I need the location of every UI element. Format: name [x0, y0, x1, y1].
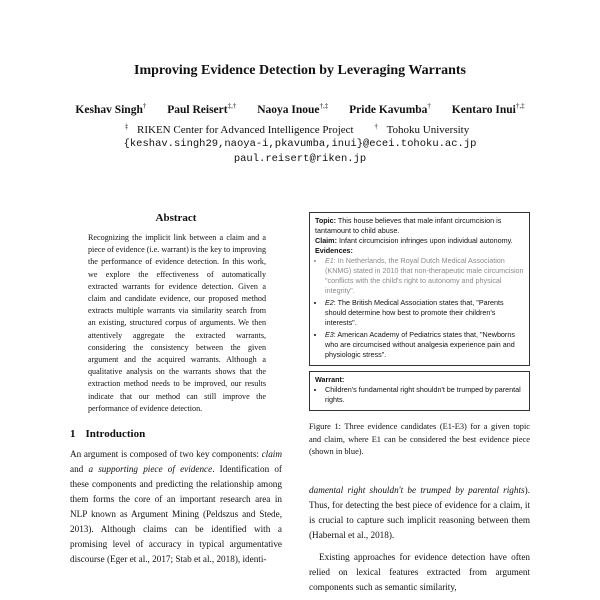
warrant-box [309, 371, 530, 411]
intro-paragraph: An argument is composed of two key components: claim and a supporting piece of evidence. Identification of these components and predicting the relationship among them forms the core of an important research area in NLP known as Argument Mining (Peldszus and Stede, 2013). Although claims can be identified with a promising level of accuracy in typical argumentative discourse (Eger et al., 2017; Stab et al., 2018), identi- [70, 449, 282, 565]
right-body-text [309, 483, 530, 595]
author: Keshav Singh† [75, 102, 147, 116]
author: Pride Kavumba† [349, 102, 431, 116]
figure-caption: Figure 1: Three evidence candidates (E1-E3) for a given topic and claim, where E1 can be considered the best evidence piece (shown in blue). [309, 422, 530, 456]
warrant-label: Warrant: [315, 375, 345, 384]
email-line: paul.reisert@riken.jp [233, 153, 367, 165]
body-paragraph: damental right shouldn't be trumped by parental rights). Thus, for detecting the best piece of evidence for a claim, it is crucial to capture such implicit reasoning between them (Habernal et al., 2018). [309, 484, 530, 540]
paper-title: Improving Evidence Detection by Leveraging Warrants [134, 63, 466, 78]
figure-evidences-label: Evidences: [315, 246, 353, 255]
section-heading: 1 Introduction [70, 428, 146, 441]
evidence-item: • E3: American Academy of Pediatrics states that, "Newborns who are circumcised without analgesia experience pain and physiologic stress". [325, 330, 524, 360]
warrant-item: • Children's fundamental right shouldn't be trumped by parental rights. [325, 385, 524, 405]
author: Kentaro Inui†,‡ [451, 102, 525, 116]
evidence-list [315, 256, 524, 360]
abstract-heading: Abstract [155, 212, 197, 224]
figure-box [309, 212, 530, 366]
evidence-item: • E1: In Netherlands, the Royal Dutch Medical Association (KNMG) stated in 2010 that non-therapeutic male circumcision "conflicts with the child's right to autonomy and physical integrity". [325, 256, 524, 296]
author: Paul Reisert‡,† [167, 102, 237, 116]
evidence-item: • E2: The British Medical Association states that, "Parents should determine how best to promote their children's interests". [325, 298, 524, 328]
author: Naoya Inoue†,‡ [257, 102, 329, 116]
figure-topic: Topic: This house believes that male infant circumcision is tantamount to child abuse. [315, 216, 502, 235]
author-list [0, 102, 600, 116]
affiliations [0, 122, 600, 136]
email-line: {keshav.singh29,naoya-i,pkavumba,inui}@ecei.tohoku.ac.jp [123, 138, 477, 150]
figure-claim: Claim: Infant circumcision infringes upon individual autonomy. [315, 236, 513, 245]
affiliation: † Tohoku University [374, 122, 470, 136]
body-paragraph: Existing approaches for evidence detection have often relied on lexical features extracted from argument components such as semantic similarity, [309, 551, 530, 592]
affiliation: ‡ RIKEN Center for Advanced Intelligence Project [124, 122, 354, 136]
right-column [309, 212, 530, 595]
abstract-text: Recognizing the implicit link between a claim and a piece of evidence (i.e. warrant) is the key to improving the performance of evidence detection. In this work, we explore the effectiveness of automatically extracted warrants for evidence detection. Given a claim and candidate evidence, our proposed method extracts multiple warrants via similarity search from an existing, structured corpus of arguments. We then attentively aggregate the extracted warrants, considering the consistency between the given argument and the acquired warrants. Although a qualitative analysis on the warrants shows that the extraction method needs to be improved, our results indicate that our method can still improve the performance of evidence detection. [88, 233, 266, 413]
left-column [70, 212, 282, 567]
